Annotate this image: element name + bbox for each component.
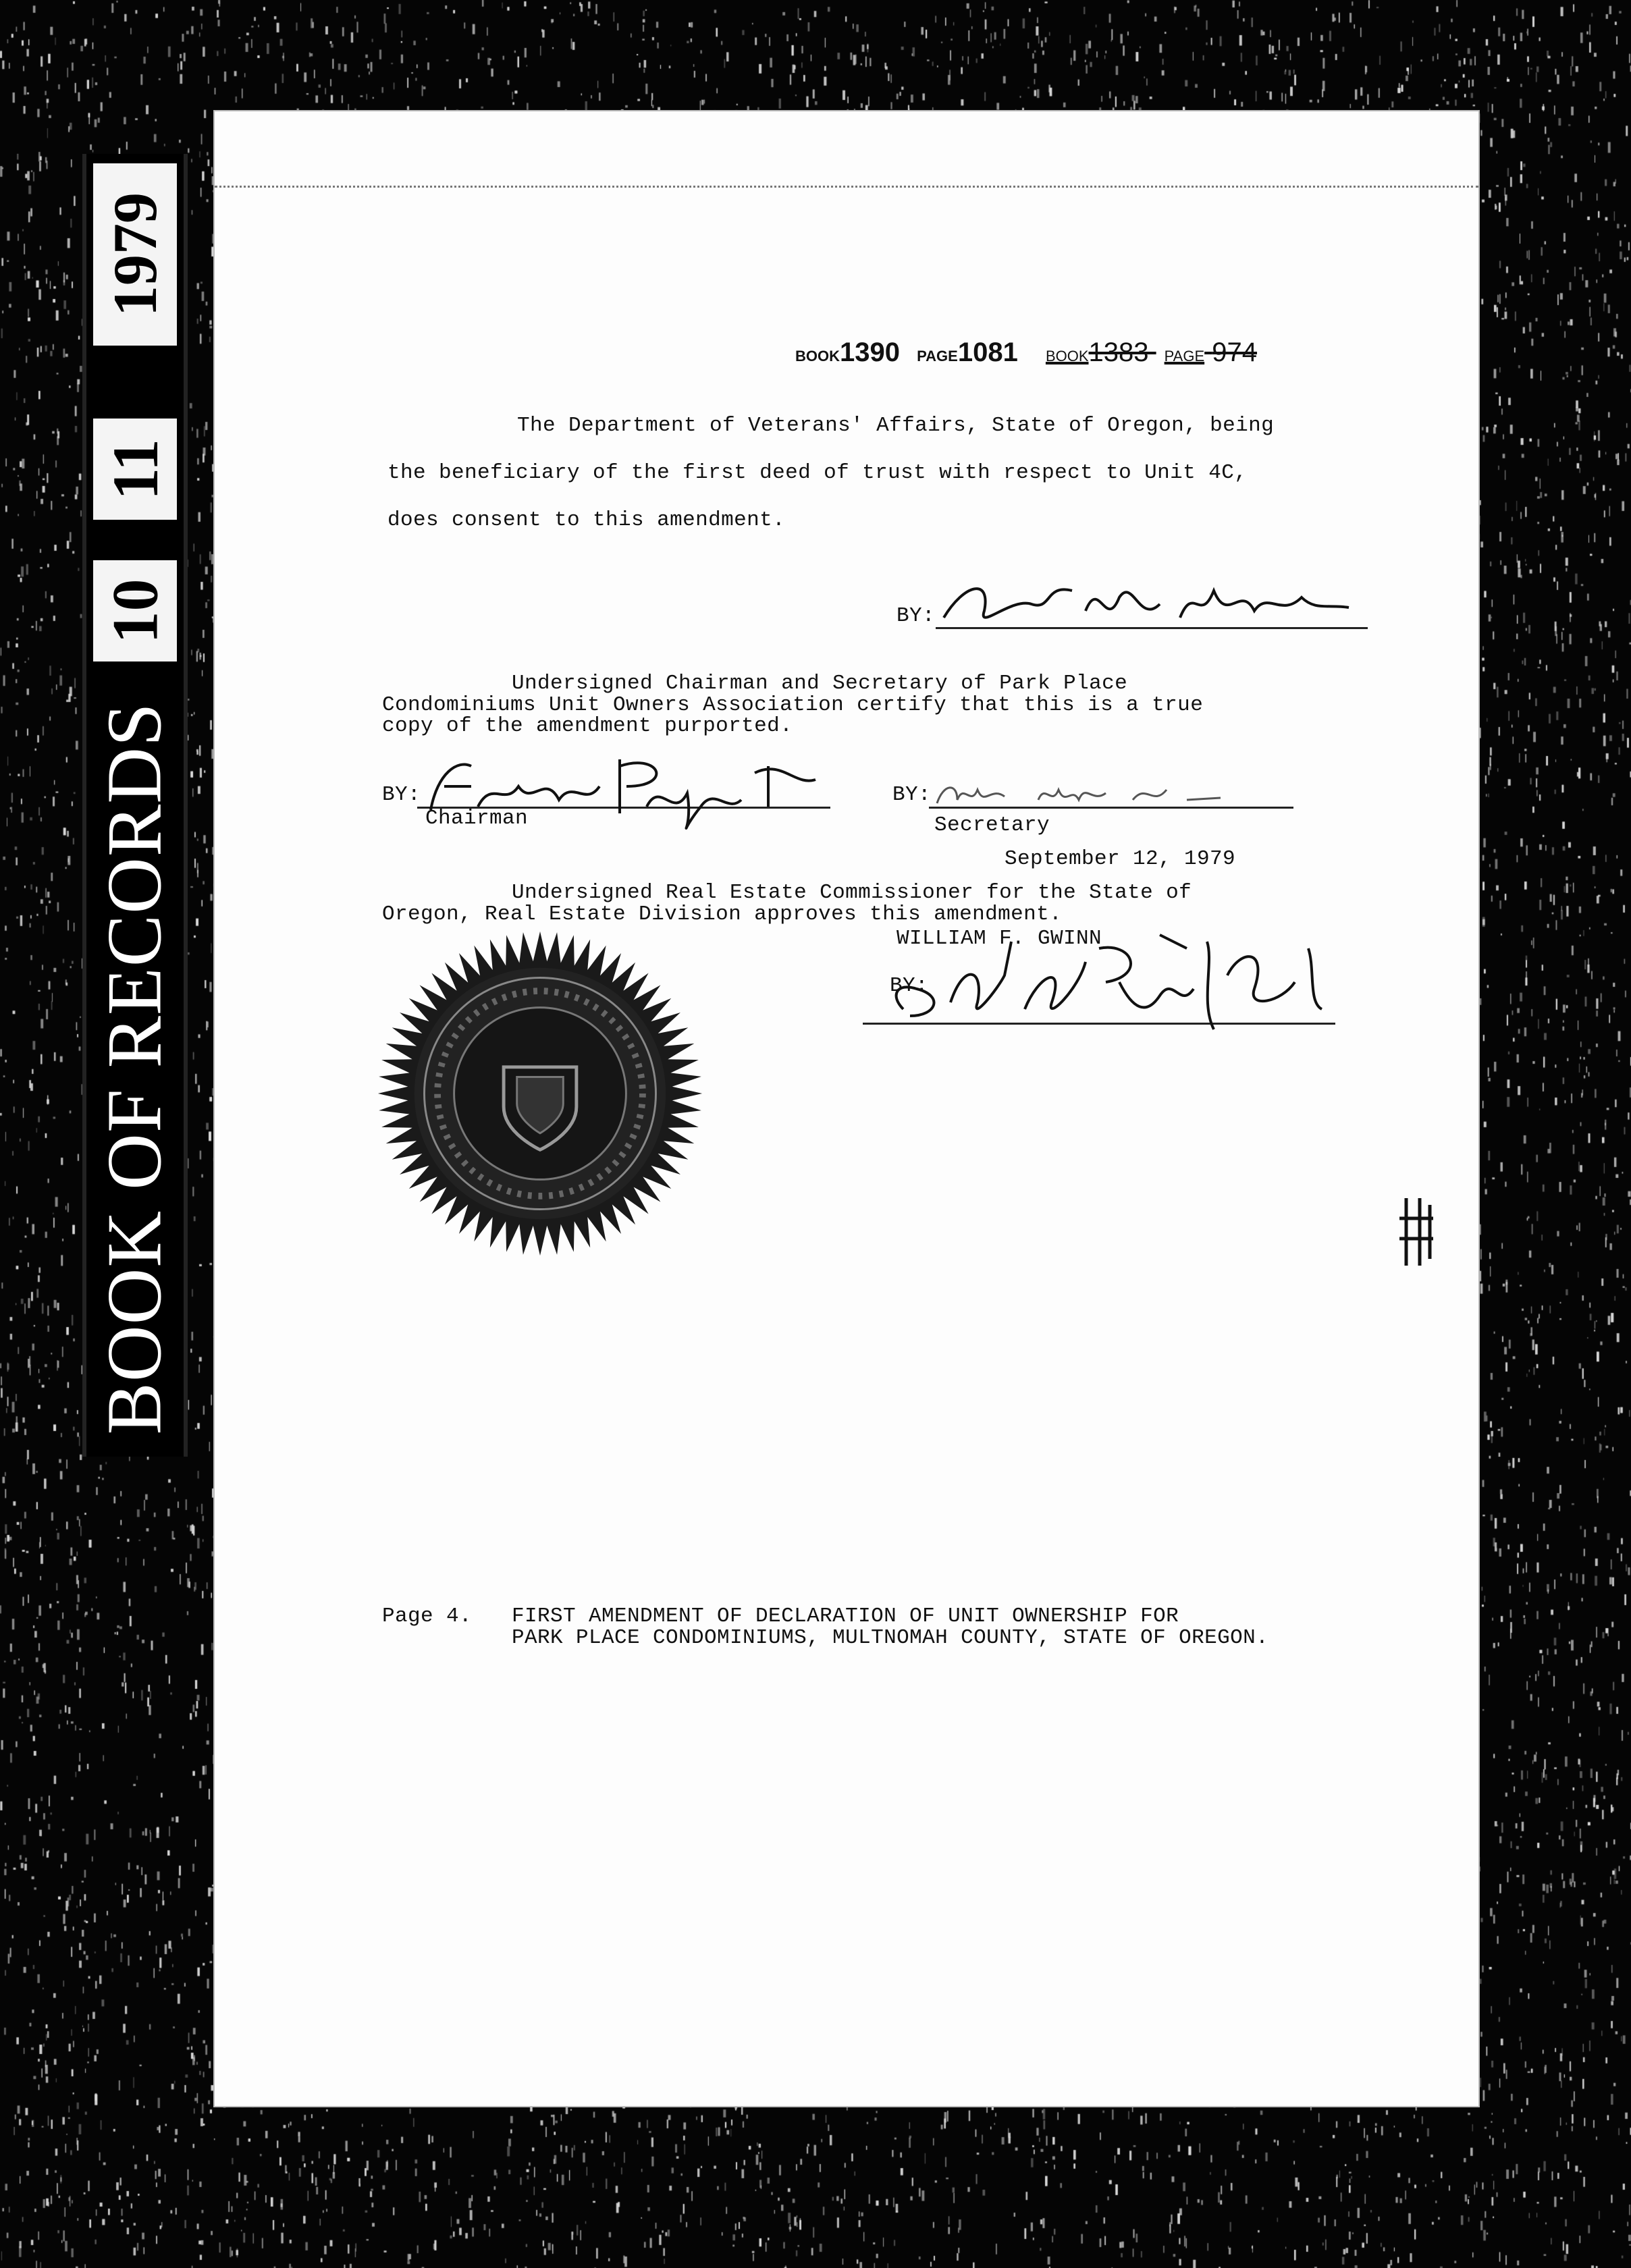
margin-mark <box>1393 1191 1447 1272</box>
spine-year-box <box>93 163 177 346</box>
certification-date: September 12, 1979 <box>1005 847 1236 871</box>
spine-day: 10 <box>99 578 171 643</box>
approval-line-2: Oregon, Real Estate Division approves this amendment. <box>382 902 1063 926</box>
book-label: BOOK <box>795 348 840 364</box>
spine-month-box <box>93 418 177 520</box>
approval-by-label: BY: <box>890 974 929 998</box>
consent-line-2: the beneficiary of the first deed of trust with respect to Unit 4C, <box>387 461 1248 485</box>
consent-signature <box>937 570 1369 638</box>
state-seal-icon <box>375 928 705 1259</box>
approval-line-1: Undersigned Real Estate Commissioner for the State of <box>512 881 1192 905</box>
book-number: 1390 <box>840 338 900 367</box>
spine-title-area <box>86 694 184 1443</box>
secretary-title: Secretary <box>934 813 1050 837</box>
spine-year: 1979 <box>101 192 169 317</box>
footer-title-line-1: FIRST AMENDMENT OF DECLARATION OF UNIT OWNERSHIP FOR <box>512 1604 1179 1628</box>
spine-day-box <box>93 560 177 662</box>
page-number: 1081 <box>957 338 1018 367</box>
book-spine <box>82 154 188 1457</box>
consent-line-3: does consent to this amendment. <box>387 508 786 532</box>
secretary-by-label: BY: <box>892 783 932 807</box>
spine-book-label: BOOK OF RECORDS <box>91 702 178 1435</box>
chairman-title: Chairman <box>425 807 529 830</box>
footer-title-line-2: PARK PLACE CONDOMINIUMS, MULTNOMAH COUNTY, STATE OF OREGON. <box>512 1626 1269 1650</box>
old-page-label: PAGE <box>1164 348 1205 364</box>
recording-numbers <box>795 338 1257 368</box>
old-page-number: 974 <box>1212 338 1258 367</box>
old-book-label: BOOK <box>1045 348 1089 364</box>
chairman-by-label: BY: <box>382 783 421 807</box>
document-page <box>215 111 1478 2106</box>
scan-edge <box>215 186 1478 188</box>
cert-line-2: Condominiums Unit Owners Association certify that this is a true <box>382 693 1204 717</box>
secretary-signature <box>930 770 1281 817</box>
consent-by-label: BY: <box>897 604 936 628</box>
cert-line-1: Undersigned Chairman and Secretary of Park Place <box>512 672 1128 695</box>
consent-line-1: The Department of Veterans' Affairs, State of Oregon, being <box>517 414 1275 437</box>
footer-page-label: Page 4. <box>382 1604 473 1628</box>
page-label: PAGE <box>917 348 958 364</box>
approval-signature <box>863 921 1349 1043</box>
spine-month: 11 <box>99 438 171 500</box>
cert-line-3: copy of the amendment purported. <box>382 714 793 738</box>
commissioner-name: WILLIAM F. GWINN <box>897 927 1102 950</box>
old-book-number: 1383 <box>1088 338 1149 367</box>
